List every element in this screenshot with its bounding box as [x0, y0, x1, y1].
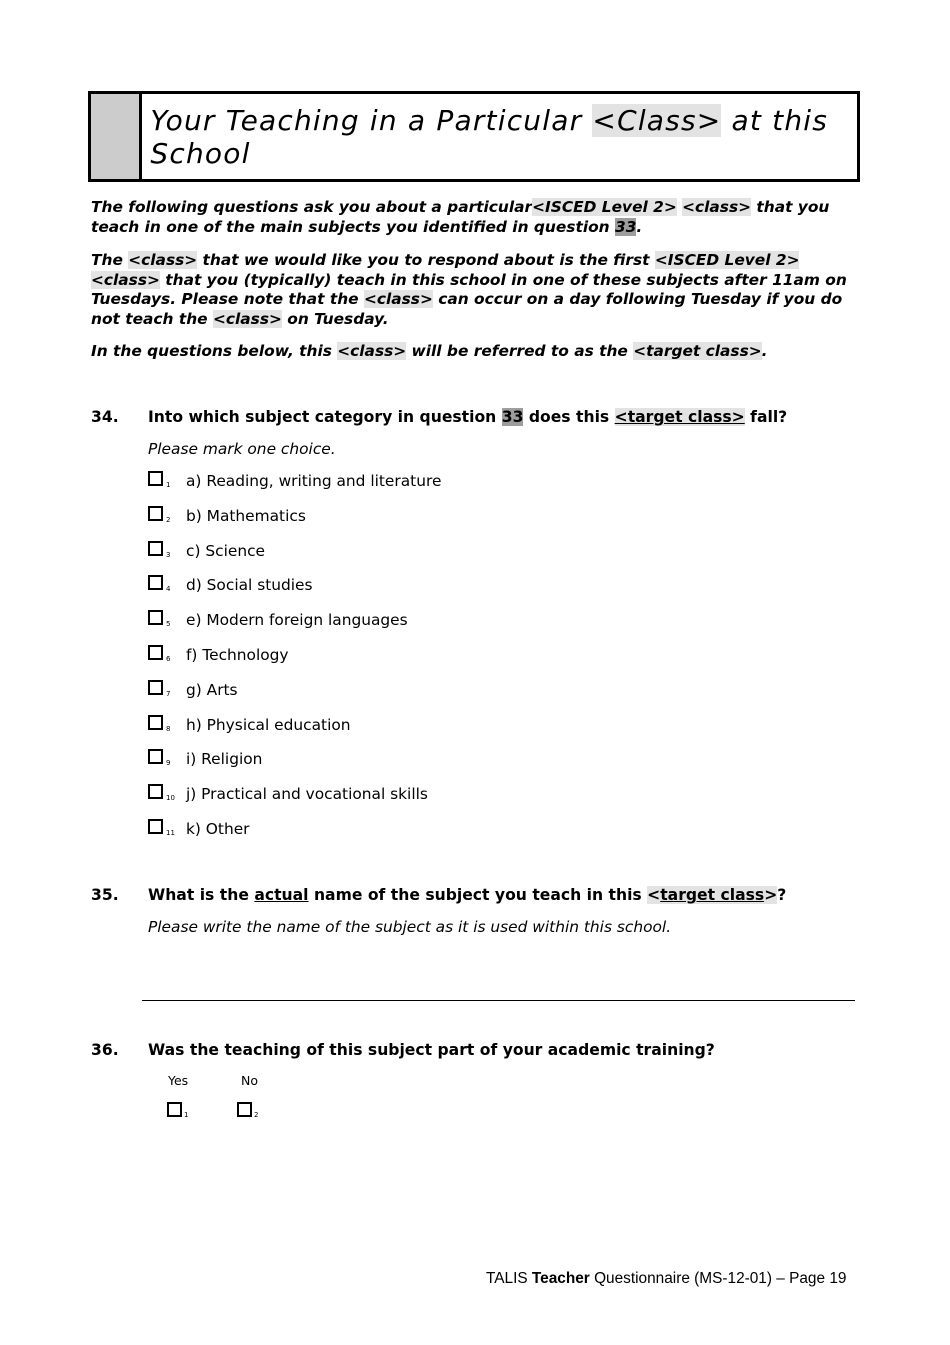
option-row: [148, 781, 441, 816]
option-code: 11: [166, 828, 175, 837]
option-code: 3: [166, 550, 171, 559]
question-35-instruction: Please write the name of the subject as it is used within this school.: [148, 918, 672, 936]
no-label: No: [241, 1073, 258, 1088]
option-label: g) Arts: [186, 680, 238, 699]
checkbox[interactable]: [148, 680, 163, 695]
checkbox[interactable]: [148, 541, 163, 556]
answer-write-line[interactable]: [142, 1000, 855, 1001]
question-35-number: 35.: [91, 886, 119, 904]
option-row: [148, 503, 441, 538]
option-code: 1: [166, 481, 171, 489]
option-row: [148, 816, 441, 851]
title-class-tag: <Class>: [592, 104, 722, 137]
option-label: j) Practical and vocational skills: [186, 785, 428, 804]
question-35-text: What is the actual name of the subject you teach in this <target class>?: [148, 886, 787, 904]
checkbox[interactable]: [148, 715, 163, 730]
section-title-box: [88, 91, 860, 182]
page-footer: TALIS Teacher Questionnaire (MS-12-01) – Page 19: [486, 1270, 847, 1287]
question-34-text: Into which subject category in question 33 does this <target class> fall?: [148, 408, 788, 426]
option-code: 8: [166, 724, 171, 733]
option-row: [148, 642, 441, 677]
option-label: c) Science: [186, 541, 266, 560]
option-code: 2: [166, 515, 171, 524]
option-label: i) Religion: [186, 750, 263, 769]
checkbox[interactable]: [148, 784, 163, 799]
no-checkbox[interactable]: [237, 1102, 252, 1117]
intro-paragraph-2: The <class> that we would like you to respond about is the first <ISCED Level 2> <class> that you (typically) teach in this school in one of these subjects after 11am on Tuesdays. Please note that the <class> can occur on a day following Tuesday if you do not teach the <class> on Tuesday.: [91, 251, 847, 328]
title-text-b: at this School: [150, 104, 829, 170]
option-code: 9: [166, 759, 171, 768]
option-label: d) Social studies: [186, 576, 313, 595]
checkbox[interactable]: [148, 645, 163, 660]
option-row: [148, 746, 441, 781]
option-label: k) Other: [186, 819, 250, 838]
question-34-instruction: Please mark one choice.: [148, 440, 336, 458]
option-code: 4: [166, 585, 171, 594]
yes-option: [167, 1099, 204, 1119]
checkbox[interactable]: [148, 575, 163, 590]
option-row: [148, 712, 441, 747]
title-side-block: [91, 94, 142, 179]
checkbox[interactable]: [148, 471, 163, 486]
intro-paragraph-3: In the questions below, this <class> will be referred to as the <target class>.: [91, 342, 768, 360]
no-option: [237, 1099, 274, 1119]
option-row: [148, 538, 441, 573]
question-36-number: 36.: [91, 1041, 119, 1059]
checkbox[interactable]: [148, 506, 163, 521]
option-label: e) Modern foreign languages: [186, 611, 408, 630]
intro-paragraph-1: The following questions ask you about a particular<ISCED Level 2> <class> that you teach in one of the main subjects you identified in question 33.: [91, 198, 830, 236]
option-label: a) Reading, writing and literature: [186, 472, 442, 490]
option-code: 6: [166, 654, 171, 663]
title-text-a: Your Teaching in a Particular: [150, 104, 593, 137]
yes-code: 1: [184, 1111, 189, 1119]
option-label: h) Physical education: [186, 715, 351, 734]
option-code: 7: [166, 689, 171, 698]
checkbox[interactable]: [148, 610, 163, 625]
option-row: [148, 607, 441, 642]
yes-label: Yes: [168, 1073, 189, 1088]
option-row: [148, 468, 441, 503]
option-label: b) Mathematics: [186, 506, 306, 525]
section-title: [142, 94, 857, 179]
checkbox[interactable]: [148, 819, 163, 834]
option-code: 10: [166, 794, 175, 803]
checkbox[interactable]: [148, 749, 163, 764]
option-label: f) Technology: [186, 645, 289, 664]
question-34-number: 34.: [91, 408, 119, 426]
no-code: 2: [254, 1111, 259, 1119]
option-row: [148, 572, 441, 607]
question-34-options: [148, 468, 441, 851]
question-36-text: Was the teaching of this subject part of your academic training?: [148, 1041, 715, 1059]
yes-checkbox[interactable]: [167, 1102, 182, 1117]
option-code: 5: [166, 620, 171, 629]
option-row: [148, 677, 441, 712]
